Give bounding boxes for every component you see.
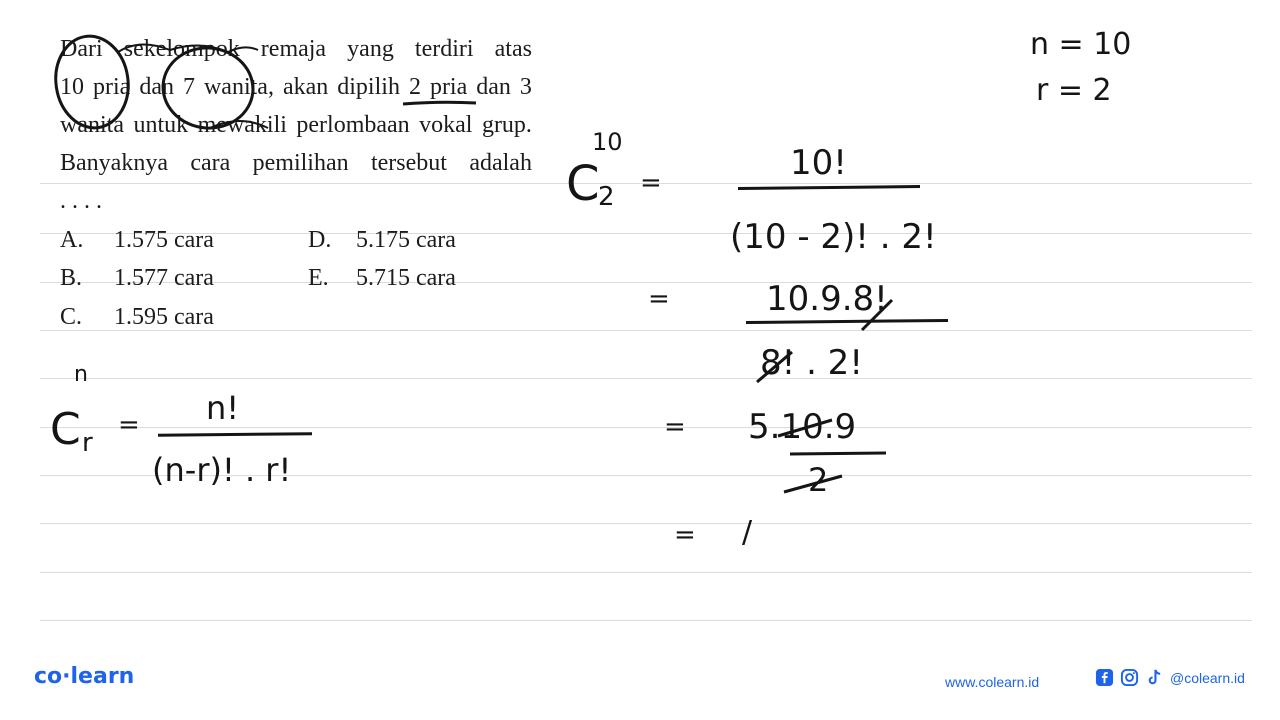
question-word: dan [139,74,174,100]
given-n: n = 10 [1030,27,1132,62]
formula-eq: = [118,410,140,440]
tiktok-icon[interactable] [1145,668,1164,687]
question-word: pemilihan [252,150,349,176]
step1-num: 10! [790,143,847,183]
underline-2-pria [403,102,476,104]
option-text: 5.175 cara [356,227,456,253]
question-word: mewakili [197,112,287,138]
question-word: vokal [419,112,473,138]
question-word: pria [93,74,131,100]
question-word: perlombaan [296,112,410,138]
website-link[interactable]: www.colearn.id [945,674,1040,690]
colearn-logo: co·learn [34,664,135,689]
option-text: 1.595 cara [114,304,214,330]
step2-den: 8! . 2! [760,343,863,383]
step3-den: 2 [808,461,829,499]
step2-num: 10.9.8! [766,279,888,319]
option-key: D. [308,227,332,253]
question-line: . . . . [60,188,102,214]
step3-num: 5.10.9 [748,407,857,447]
question-word: pria [429,74,468,100]
question-word: adalah [469,150,532,176]
question-word: remaja [260,36,327,62]
circle-mark-7-wanita [159,44,257,133]
circle-mark-10-pria [50,31,134,132]
question-word: 3 [519,74,532,100]
question-word: Banyaknya [60,150,168,176]
question-word: 2 [408,74,421,100]
question-word: akan [282,74,329,100]
option-key: A. [60,227,84,253]
question-word: dipilih [337,74,400,100]
question-word: dan [476,74,511,100]
question-word: sekelompok [123,36,240,62]
question-word: cara [190,150,231,176]
option-key: B. [60,265,83,291]
given-r: r = 2 [1036,73,1112,108]
step1-sup: 10 [592,128,623,156]
question-word: wanita [60,112,124,138]
instagram-icon[interactable] [1120,668,1139,687]
option-text: 5.715 cara [356,265,456,291]
step3-eq: = [664,412,686,442]
formula-den: (n-r)! . r! [152,451,292,489]
question-word: wanita, [203,74,274,100]
step1-eq: = [640,168,662,198]
question-word: untuk [133,112,189,138]
social-handle[interactable]: @colearn.id [1170,669,1245,686]
question-word: 10 [60,74,84,100]
step4-eq: = [674,520,696,550]
question-word: yang [347,36,394,62]
step1-sub: 2 [598,182,615,212]
social-links [1095,668,1245,687]
question-word: terdiri [414,36,474,62]
option-text: 1.575 cara [114,227,214,253]
question-word: Dari [60,36,103,62]
formula-sup: n [74,362,88,387]
step4-val: / [742,515,753,550]
option-key: C. [60,304,83,330]
option-key: E. [308,265,329,291]
formula-sub: r [82,428,93,458]
question-word: 7 [182,74,195,100]
step1-den: (10 - 2)! . 2! [730,217,937,257]
formula-num: n! [206,389,240,427]
facebook-icon[interactable] [1095,668,1114,687]
formula-lhs: C [50,404,81,455]
step1-lhs: C [566,156,600,212]
step2-eq: = [648,284,670,314]
question-word: grup. [481,112,532,138]
option-text: 1.577 cara [114,265,214,291]
question-word: atas [494,36,532,62]
question-word: tersebut [370,150,447,176]
